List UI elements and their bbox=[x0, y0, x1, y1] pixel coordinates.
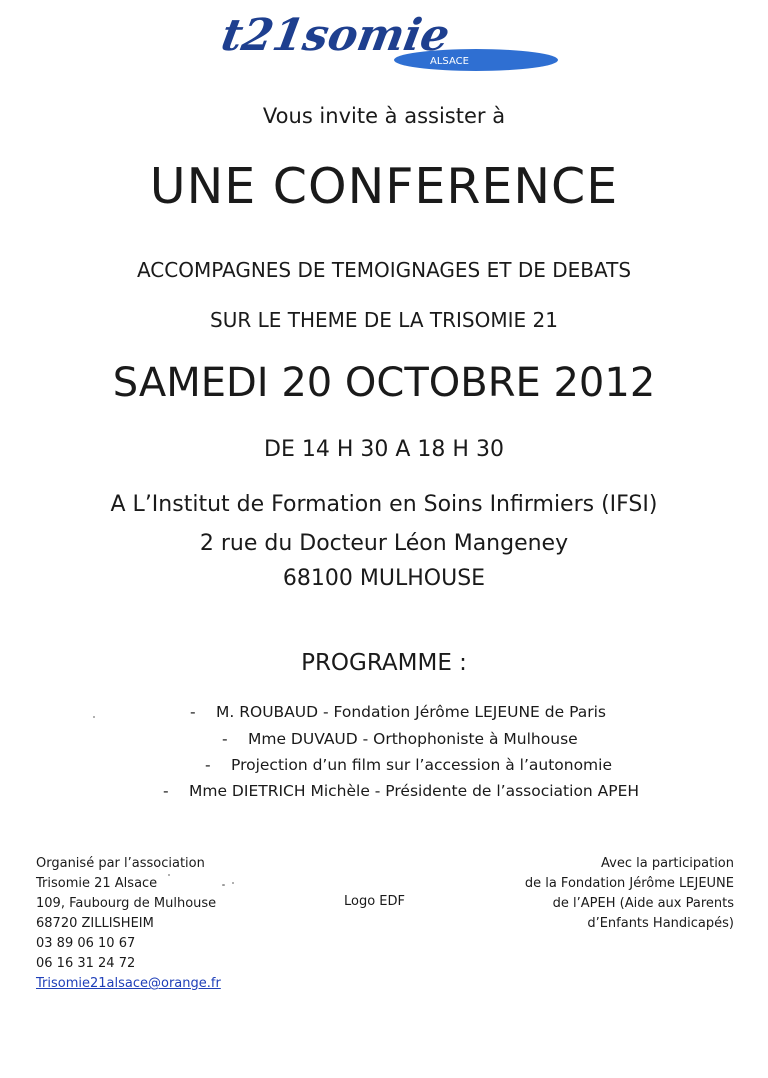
programme-item bbox=[190, 703, 606, 721]
programme-item bbox=[222, 730, 578, 748]
organizer-phone: 03 89 06 10 67 bbox=[36, 936, 136, 951]
trisomie21-logo bbox=[222, 2, 562, 78]
programme-item-text: Mme DIETRICH Michèle - Présidente de l’association APEH bbox=[189, 782, 640, 800]
programme-item-text: M. ROUBAUD - Fondation Jérôme LEJEUNE de Paris bbox=[216, 703, 606, 721]
programme-item-text: Projection d’un film sur l’accession à l’autonomie bbox=[231, 756, 612, 774]
participation-line: de l’APEH (Aide aux Parents bbox=[552, 896, 734, 911]
organizer-name: Trisomie 21 Alsace bbox=[36, 876, 158, 891]
bullet-dash: - bbox=[205, 756, 211, 774]
programme-item bbox=[163, 782, 639, 800]
programme-item-text: Mme DUVAUD - Orthophoniste à Mulhouse bbox=[248, 730, 578, 748]
bullet-dash: - bbox=[222, 730, 228, 748]
organizer-email-link[interactable]: Trisomie21alsace@orange.fr bbox=[36, 976, 221, 991]
invite-line: Vous invite à assister à bbox=[262, 104, 506, 128]
organizer-block bbox=[36, 854, 221, 994]
trisomie21-logo-graphic bbox=[222, 2, 562, 78]
event-date: SAMEDI 20 OCTOBRE 2012 bbox=[112, 360, 656, 406]
scan-speck bbox=[232, 882, 234, 884]
conference-title: UNE CONFERENCE bbox=[149, 158, 619, 215]
scan-speck bbox=[93, 716, 95, 718]
programme-item bbox=[205, 756, 612, 774]
scan-speck bbox=[168, 874, 170, 876]
organizer-city: 68720 ZILLISHEIM bbox=[36, 916, 154, 931]
event-time: DE 14 H 30 A 18 H 30 bbox=[264, 437, 504, 462]
organizer-line: Organisé par l’association bbox=[36, 856, 205, 871]
subtitle-line-2: SUR LE THEME DE LA TRISOMIE 21 bbox=[210, 308, 558, 332]
scan-speck bbox=[222, 884, 225, 886]
participation-block bbox=[525, 854, 734, 934]
logo-main-text: t21somie bbox=[222, 9, 454, 61]
venue-city: 68100 MULHOUSE bbox=[282, 566, 486, 591]
venue-street: 2 rue du Docteur Léon Mangeney bbox=[199, 531, 569, 556]
participation-line: d’Enfants Handicapés) bbox=[587, 916, 734, 931]
organizer-mobile: 06 16 31 24 72 bbox=[36, 956, 136, 971]
bullet-dash: - bbox=[190, 703, 196, 721]
subtitle-line-1: ACCOMPAGNES DE TEMOIGNAGES ET DE DEBATS bbox=[136, 258, 632, 282]
edf-logo-placeholder: Logo EDF bbox=[344, 894, 406, 909]
participation-line: Avec la participation bbox=[601, 856, 734, 871]
participation-line: de la Fondation Jérôme LEJEUNE bbox=[524, 876, 734, 891]
logo-sub-text: ALSACE bbox=[430, 56, 469, 67]
venue-name: A L’Institut de Formation en Soins Infirmiers (IFSI) bbox=[110, 492, 658, 517]
programme-title: PROGRAMME : bbox=[301, 650, 467, 676]
organizer-street: 109, Faubourg de Mulhouse bbox=[36, 896, 217, 911]
bullet-dash: - bbox=[163, 782, 169, 800]
